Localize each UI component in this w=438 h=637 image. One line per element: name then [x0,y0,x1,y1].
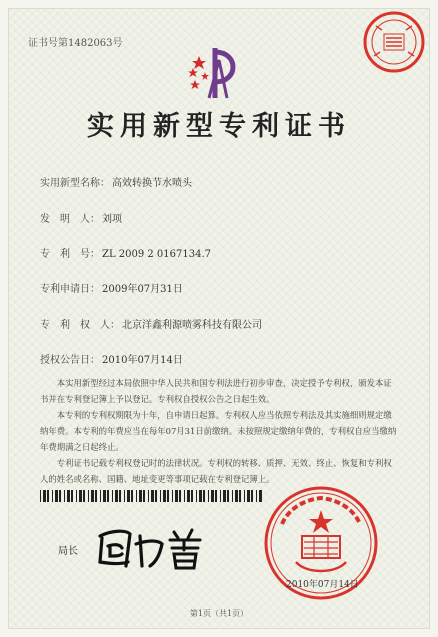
body-paragraph: 本专利的专利权期限为十年，自申请日起算。专利权人应当依照专利法及其实施细则规定缴纳年费。本专利的年费应当在每年07月31日前缴纳。未按照规定缴纳年费的，专利权自应当缴纳年费期满之日起终止。 [40,410,397,452]
barcode [40,490,262,502]
field-inventor [40,210,122,225]
field-label: 专 利 权 人： [40,320,120,331]
field-application-date [40,280,183,295]
body-paragraph: 本实用新型经过本局依照中华人民共和国专利法进行初步审查，决定授予专利权，颁发本证书并在专利登记簿上予以登记。专利权自授权公告之日起生效。 [40,378,392,404]
body-paragraph: 专利证书记载专利权登记时的法律状况。专利权的转移、质押、无效、终止、恢复和专利权人的姓名或名称、国籍、地址变更等事项记载在专利登记簿上。 [40,458,392,484]
field-value: 高效转换节水喷头 [112,178,192,189]
field-label: 专利申请日： [40,284,100,295]
field-label: 授权公告日： [40,355,100,366]
top-seal-stamp [362,10,426,74]
field-grant-date [40,351,183,366]
certificate-body [40,375,398,487]
field-value: 2010年07月14日 [102,355,183,366]
field-label: 实用新型名称： [40,178,110,189]
field-value: 2009年07月31日 [102,284,183,295]
director-title: 局长 [58,546,78,557]
field-patent-number [40,245,211,260]
seal-date: 2010年07月14日 [286,580,359,590]
field-value: 刘项 [102,214,122,225]
page-title: 实用新型专利证书 [87,111,351,142]
field-label: 专 利 号： [40,249,100,260]
field-patentee [40,316,262,331]
certificate-number: 证书号第1482063号 [28,38,123,49]
field-value: ZL 2009 2 0167134.7 [102,249,212,260]
patent-office-logo-icon [185,42,245,102]
field-value: 北京洋鑫利源喷雾科技有限公司 [122,320,262,331]
page-number: 第1页（共1页） [189,609,249,618]
field-utility-model-name [40,174,192,189]
director-signature [92,522,222,572]
field-label: 发 明 人： [40,214,100,225]
